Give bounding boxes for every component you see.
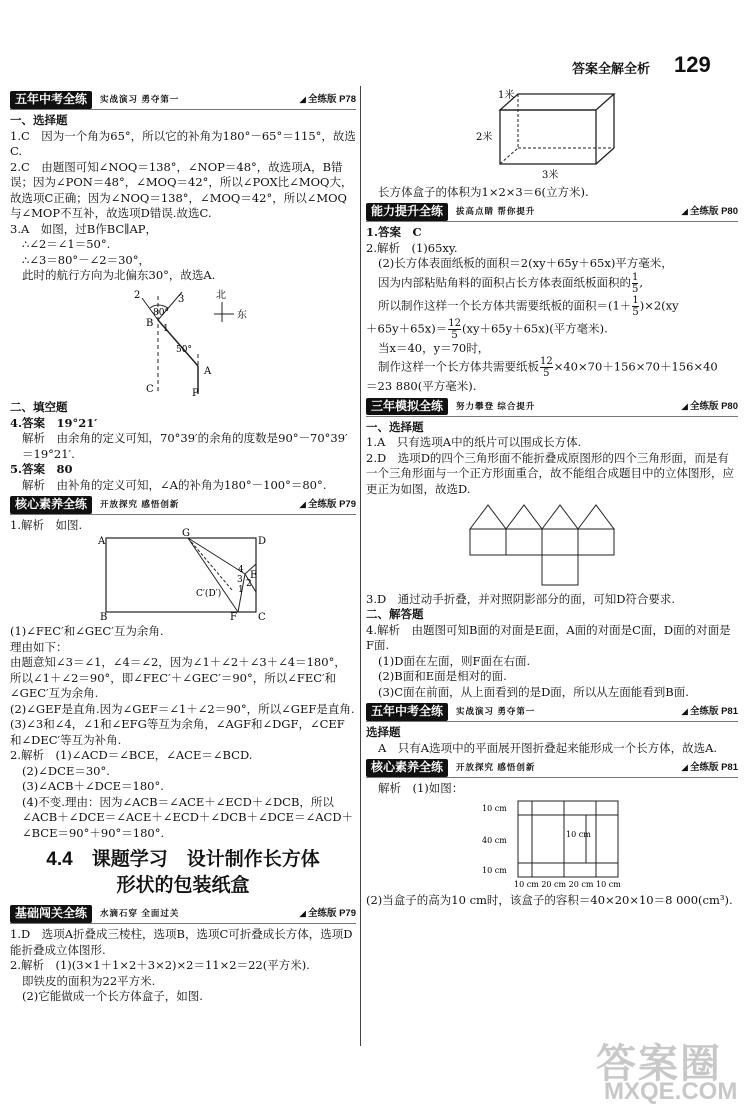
section-tag: 基础闯关全练 — [10, 905, 92, 923]
fig-label: 3 — [237, 574, 243, 585]
fig-label: 1米 — [498, 90, 515, 101]
answer-text: ＝23 880(平方毫米). — [366, 379, 477, 393]
answer-text: A 只有A选项中的平面展开图折叠起来能形成一个长方体，故选A. — [378, 740, 718, 755]
answer-text — [366, 318, 738, 341]
section-banner — [10, 905, 356, 924]
fraction — [632, 295, 638, 318]
answer-text: 所以制作这样一个长方体共需要纸板的面积＝(1＋ $\frac{1}{5}$ )×2(xy — [378, 294, 679, 318]
navigation-figure — [10, 284, 356, 399]
section-ref: ◢ 全练版 P78 — [300, 92, 356, 108]
section-ref: ◢ 全练版 P81 — [682, 760, 738, 776]
text-part: 制作这样一个长方体共需要纸板 — [378, 359, 539, 374]
box-net-figure — [366, 797, 738, 889]
answer-text: 长方体盒子的体积为1×2×3＝6(立方米). — [378, 184, 589, 199]
lesson-title — [10, 847, 356, 899]
watermark-logo: 答案圈 — [596, 1042, 722, 1086]
fig-label: A — [204, 365, 212, 377]
section-subtitle: 开放探究 感悟创新 — [456, 762, 536, 773]
text-part: 因为内部粘贴角料的面积占长方体表面纸板面积的 — [378, 275, 631, 289]
heading: 一、选择题 — [10, 113, 68, 127]
text-part: ＋65y＋65x)＝ — [366, 321, 448, 335]
fig-label: 40 cm — [482, 835, 507, 845]
section-tag: 核心素养全练 — [366, 759, 448, 777]
answer-text: 1.答案 C — [366, 225, 422, 239]
section-ref: ◢ 全练版 P81 — [682, 704, 738, 720]
section-ref: ◢ 全练版 P80 — [682, 204, 738, 220]
numerator: 1 — [632, 271, 639, 283]
north-label: 北 — [216, 289, 226, 301]
fig-label: 4 — [238, 564, 244, 575]
section-banner — [366, 398, 738, 417]
denominator: 5 — [543, 368, 550, 379]
fig-label: B — [146, 317, 154, 329]
heading: 二、填空题 — [10, 400, 68, 414]
heading: 一、选择题 — [366, 419, 424, 434]
fig-label: 3米 — [542, 170, 559, 181]
answer-text: 1.解析 如图. — [10, 518, 83, 532]
answer-text: (2)它能做成一个长方体盒子，如图. — [22, 989, 203, 1003]
denominator: 5 — [632, 283, 639, 295]
answer-text — [366, 356, 738, 379]
text-part: ×40×70＋156×70＋156×40 — [553, 359, 718, 374]
lesson-title-line: 形状的包装纸盒 — [116, 875, 250, 896]
answer-text: 2.D 选项D的四个三角形面不能折叠成原图形的四个三角形面，而是有一个三角形面与一个正方形面重合，故不能组合成题目中的立体图形，应更正为如图，故选D. — [366, 450, 734, 496]
text-part: 所以制作这样一个长方体共需要纸板的面积＝ — [378, 298, 608, 312]
fig-label: 10 cm 20 cm 20 cm 10 cm — [514, 879, 621, 889]
answer-text: 4.答案 19°21′ — [10, 415, 98, 430]
section-subtitle: 水滴石穿 全面过关 — [100, 908, 180, 919]
section-banner — [366, 759, 738, 778]
answer-text: (1)∠FEC′和∠GEC′互为余角. — [10, 624, 164, 638]
fig-label: 10 cm — [482, 865, 507, 875]
fig-label: 3 — [178, 293, 185, 305]
answer-text: 2.解析 (1)65xy. — [366, 240, 458, 255]
section-banner — [366, 703, 738, 722]
answer-text: (3)∠3和∠4，∠1和∠EFG等互为余角，∠AGF和∠DGF，∠CEF和∠DEC′等互为补角. — [10, 717, 345, 747]
east-label: 东 — [237, 309, 247, 321]
fig-label: 1 — [163, 323, 169, 334]
fig-label: E — [250, 569, 258, 581]
section-tag: 核心素养全练 — [10, 496, 92, 514]
answer-text: 3.A 如图，过B作BC∥AP， — [10, 221, 158, 236]
header-title: 答案全解全析 — [572, 61, 651, 76]
answer-text: (2)∠DCE＝30°. — [22, 763, 110, 778]
answer-text: (2)B面和E面是相对的面. — [378, 669, 507, 683]
answer-text: 解析 由余角的定义可知，70°39′的余角的度数是90°－70°39′＝19°21′. — [22, 431, 348, 461]
answer-text: 2.C 由题图可知∠NOQ＝138°，∠NOP＝48°，故选项A，B错误；因为∠PON＝48°，∠MOQ＝42°，所以∠POX比∠MOQ大，故选项C正确；因为∠NOQ＝138°，∠MOQ＝42°，所以∠MOQ与∠MOP不互补，故选项D错误.故选C. — [10, 159, 353, 220]
answer-text: 3.D 通过动手折叠，并对照阴影部分的面，可知D符合要求. — [366, 591, 676, 606]
text-part: ×2(xy — [644, 298, 679, 312]
fig-label: A — [98, 535, 106, 547]
section-tag: 能力提升全练 — [366, 203, 448, 221]
lesson-title-line: 4.4 课题学习 设计制作长方体 — [46, 849, 320, 870]
fig-label: C — [258, 611, 266, 623]
answer-text: 2.解析 (1)∠ACD＝∠BCE，∠ACE＝∠BCD. — [10, 748, 253, 762]
fig-label: D — [258, 535, 267, 547]
answer-text: 1.A 只有选项A中的纸片可以围成长方体. — [366, 435, 582, 449]
right-column — [366, 88, 738, 909]
section-subtitle: 实战演习 勇夺第一 — [456, 706, 536, 717]
answer-text: (3)C面在前面，从上面看到的是D面，所以从左面能看到B面. — [378, 684, 689, 699]
answer-text: 此时的航行方向为北偏东30°，故选A. — [22, 268, 216, 282]
answer-text: 因为内部粘贴角料的面积占长方体表面纸板面积的 $\frac{1}{5}$ , — [378, 271, 644, 295]
answer-text: (2)当盒子的高为10 cm时，该盒子的容积＝40×20×10＝8 000(cm³). — [366, 893, 733, 907]
heading: 选择题 — [366, 725, 401, 739]
fig-label: C — [146, 383, 154, 395]
numerator: 12 — [540, 356, 553, 367]
section-tag: 五年中考全练 — [366, 703, 448, 721]
answer-text: 当x＝40，y＝70时， — [378, 340, 490, 355]
fig-label: 80° — [153, 307, 169, 318]
answer-text: (2)长方体表面纸板的面积＝2(xy＋65y＋65x)平方毫米， — [378, 256, 673, 270]
fraction — [632, 272, 638, 295]
answer-text: 由题意知∠3＝∠1，∠4＝∠2，因为∠1＋∠2＋∠3＋∠4＝180°，所以∠1＋∠2＝90°，即∠FEC′＋∠GEC′＝90°，所以∠FEC′和∠GEC′互为余角. — [10, 655, 346, 700]
denominator: 5 — [451, 329, 458, 341]
answer-text: 1.D 选项A折叠成三棱柱，选项B，选项C可折叠成长方体，选项D能折叠成立体图形. — [10, 927, 353, 957]
fig-label: C′(D′) — [196, 588, 222, 599]
section-subtitle: 实战演习 勇夺第一 — [100, 94, 180, 105]
fraction — [448, 318, 461, 341]
fig-label: 2 — [134, 289, 141, 301]
answer-text: 解析 由补角的定义可知，∠A的补角为180°－100°＝80°. — [22, 477, 327, 492]
fig-label: 2 — [246, 578, 252, 589]
heading: 二、解答题 — [366, 607, 424, 621]
answer-text: ∴∠3＝80°－∠2＝30°， — [22, 252, 150, 267]
section-banner — [10, 91, 356, 110]
fig-label: 1 — [238, 584, 244, 595]
answer-text: (4)不变.理由：因为∠ACB＝∠ACE＋∠ECD＋∠DCB，所以∠ACB＋∠DCE＝∠ACE＋∠ECD＋∠DCB＋∠DCE＝∠ACD＋∠BCE＝90°＋90°＝180°. — [22, 794, 354, 840]
denominator: 5 — [632, 306, 639, 318]
text-part: (xy＋65y＋65x)(平方毫米). — [461, 321, 608, 335]
folding-figure — [10, 527, 356, 623]
numerator: 1 — [632, 294, 639, 306]
fig-label: F — [230, 611, 237, 623]
section-subtitle: 开放探究 感悟创新 — [100, 499, 180, 510]
answer-text: 4.解析 由题图可知B面的对面是E面，A面的对面是C面，D面的对面是F面. — [366, 622, 731, 652]
section-banner — [10, 496, 356, 515]
fig-label: B — [100, 611, 108, 623]
watermark-url: MXQE.COM — [604, 1078, 738, 1105]
left-column — [10, 88, 356, 1005]
fig-label: P — [192, 387, 199, 399]
section-ref: ◢ 全练版 P79 — [300, 497, 356, 513]
answer-text: 理由如下： — [10, 639, 68, 654]
column-divider — [360, 86, 361, 1046]
page-number: 129 — [674, 52, 711, 77]
numerator: 12 — [448, 317, 461, 329]
answer-text: (3)∠ACB＋∠DCE＝180°. — [22, 779, 164, 793]
fig-label: 10 cm — [482, 803, 507, 813]
answer-text: (2)∠GEF是直角.因为∠GEF＝∠1＋∠2＝90°，所以∠GEF是直角. — [10, 701, 355, 716]
fig-label: 2米 — [476, 132, 493, 143]
fig-label: G — [182, 527, 190, 539]
section-subtitle: 努力攀登 综合提升 — [456, 400, 536, 411]
answer-text: 解析 (1)如图： — [378, 781, 464, 795]
answer-text: 2.解析 (1)(3×1＋1×2＋3×2)×2＝11×2＝22(平方米). — [10, 958, 310, 972]
answer-text: 5.答案 80 — [10, 462, 73, 476]
section-ref: ◢ 全练版 P80 — [682, 399, 738, 415]
cuboid-figure — [366, 88, 738, 180]
answer-text: (1)D面在左面，则F面在右面. — [378, 653, 531, 668]
fraction — [540, 356, 553, 379]
section-tag: 五年中考全练 — [10, 91, 92, 109]
section-ref: ◢ 全练版 P79 — [300, 906, 356, 922]
section-banner — [366, 203, 738, 222]
section-subtitle: 拔高点睛 帮你提升 — [456, 206, 536, 217]
fig-label: 10 cm — [566, 829, 591, 839]
section-tag: 三年模拟全练 — [366, 398, 448, 416]
answer-text: ∴∠2＝∠1＝50°. — [22, 237, 111, 251]
net-figure — [366, 497, 738, 587]
fig-label: 50° — [176, 344, 192, 355]
answer-text: 1.C 因为一个角为65°，所以它的补角为180°－65°＝115°，故选C. — [10, 128, 356, 158]
answer-text: 即铁皮的面积为22平方米. — [22, 973, 156, 988]
